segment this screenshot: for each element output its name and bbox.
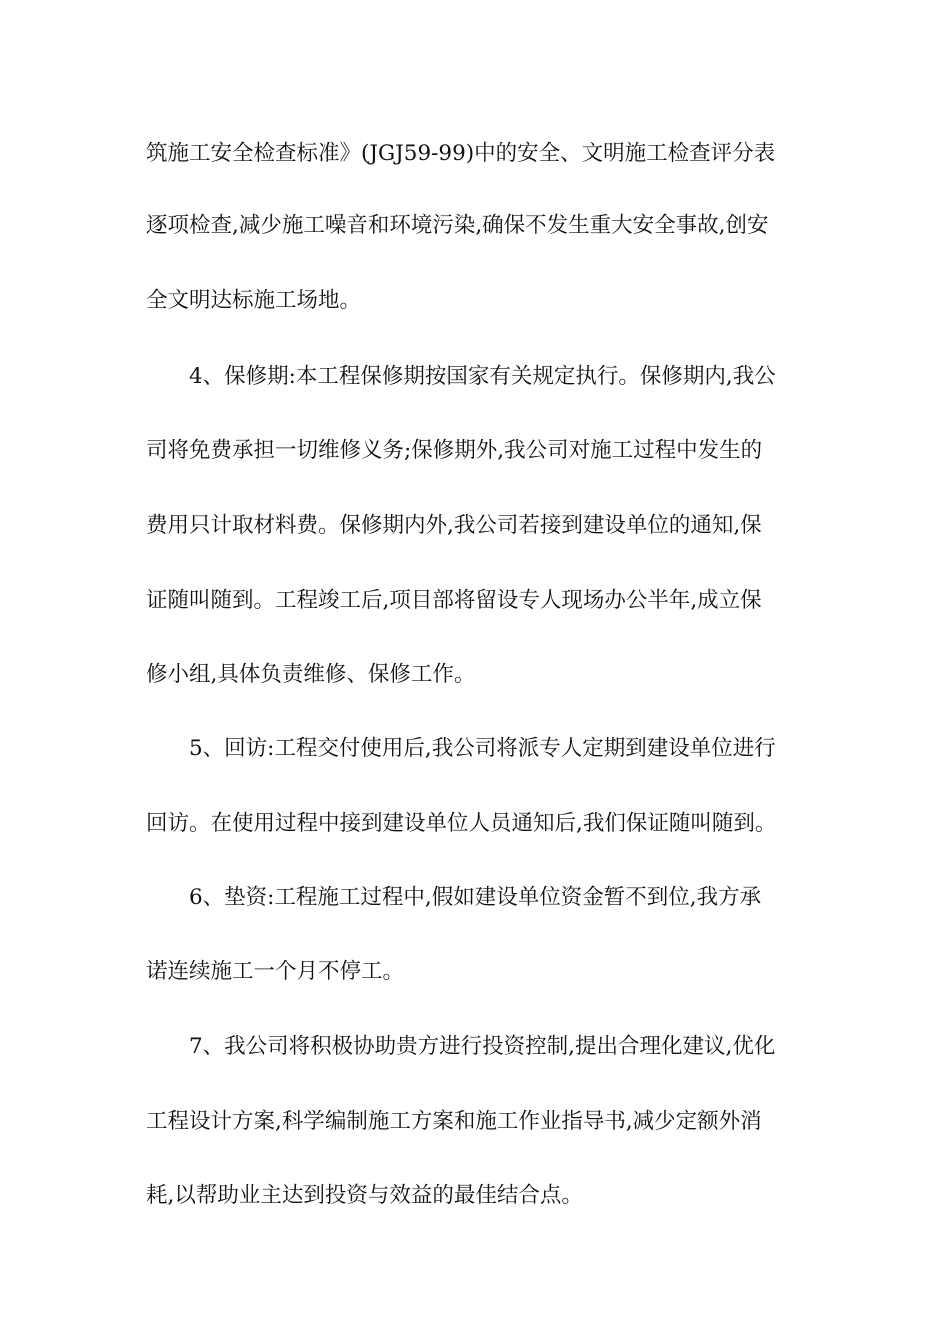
paragraph-5-start: 5、回访:工程交付使用后,我公司将派专人定期到建设单位进行 <box>189 736 776 761</box>
text-line: 证随叫随到。工程竣工后,项目部将留设专人现场办公半年,成立保 <box>146 588 762 613</box>
text-line: 修小组,具体负责维修、保修工作。 <box>146 662 476 687</box>
paragraph-6-start: 6、垫资:工程施工过程中,假如建设单位资金暂不到位,我方承 <box>189 885 762 910</box>
text-line: 回访。在使用过程中接到建设单位人员通知后,我们保证随叫随到。 <box>146 811 777 836</box>
paragraph-4-start: 4、保修期:本工程保修期按国家有关规定执行。保修期内,我公 <box>189 364 776 389</box>
paragraph-7-start: 7、我公司将积极协助贵方进行投资控制,提出合理化建议,优化 <box>189 1034 776 1059</box>
text-line: 逐项检查,减少施工噪音和环境污染,确保不发生重大安全事故,创安 <box>146 213 769 238</box>
text-line: 耗,以帮助业主达到投资与效益的最佳结合点。 <box>146 1183 583 1208</box>
text-line: 司将免费承担一切维修义务;保修期外,我公司对施工过程中发生的 <box>146 438 763 463</box>
text-line: 费用只计取材料费。保修期内外,我公司若接到建设单位的通知,保 <box>146 513 762 538</box>
text-line: 诺连续施工一个月不停工。 <box>146 959 405 984</box>
text-line: 筑施工安全检查标准》(JGJ59-99)中的安全、文明施工检查评分表 <box>146 141 776 166</box>
text-line: 全文明达标施工场地。 <box>146 288 362 313</box>
text-line: 工程设计方案,科学编制施工方案和施工作业指导书,减少定额外消 <box>146 1109 762 1134</box>
